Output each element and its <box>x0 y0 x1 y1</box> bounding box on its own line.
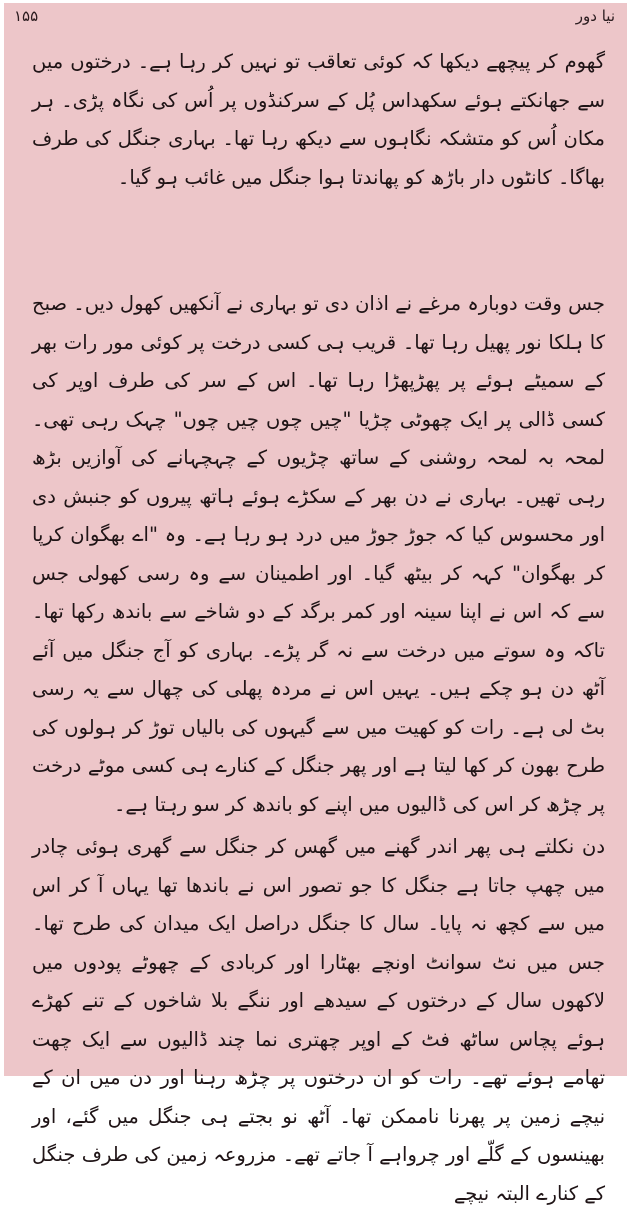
running-title: نیا دور <box>575 7 615 25</box>
paragraph-3: دن نکلتے ہی پھر اندر گھنے میں گھس کر جنگل سے گھری ہوئی چادر میں چھپ جاتا ہے جنگل کا جو تصور اس نے باندھا تھا یہاں آ کر اس میں سے کچھ نہ پایا۔ سال کا جنگل دراصل ایک میدان کی طرح تھا۔ جس میں نٹ سوانٹ اونچے بھٹارا اور کربادی کے چھوٹے پودوں میں لاکھوں سال کے درختوں کے سیدھے اور ننگے بلا شاخوں کے تنے کھڑے ہوئے پچاس ساٹھ فٹ کے اوپر چھتری نما چند ڈالیوں سے ایک چھت تھامے ہوئے تھے۔ رات کو ان درختوں پر چڑھ رہنا اور دن میں ان کے نیچے زمین پر پھرنا ناممکن تھا۔ آٹھ نو بجتے ہی جنگل میں گئے، اور بھینسوں کے گلّے اور چرواہے آ جاتے تھے۔ مزروعہ زمین کی طرف جنگل کے کنارے البتہ نیچے <box>32 835 605 1205</box>
book-page <box>4 3 627 1205</box>
paragraph-2: جس وقت دوبارہ مرغے نے اذان دی تو بہاری نے آنکھیں کھول دیں۔ صبح کا ہلکا نور پھیل رہا تھا۔ قریب ہی کسی درخت پر کوئی مور رات بھر کے سمیٹے ہوئے پر پھڑپھڑا رہا تھا۔ اس کے سر کی طرف اوپر کی کسی ڈالی پر ایک چھوٹی چڑیا "چیں چوں چیں چوں" چہک رہی تھی۔ لمحہ بہ لمحہ روشنی کے ساتھ چڑیوں کے چہچہانے کی آوازیں بڑھ رہی تھیں۔ بہاری نے دن بھر کے سکڑے ہوئے ہاتھ پیروں کو جنبش دی اور محسوس کیا کہ جوڑ جوڑ میں درد ہو رہا ہے۔ وہ "اے بھگوان کرپا کر بھگوان" کہہ کر بیٹھ گیا۔ اور اطمینان سے وہ رسی کھولی جس سے کہ اس نے اپنا سینہ اور کمر برگد کے دو شاخے سے باندھ رکھا تھا۔ تاکہ وہ سوتے میں درخت سے نہ گر پڑے۔ بہاری کو آج جنگل میں آئے آٹھ دن ہو چکے ہیں۔ یہیں اس نے مردہ پھلی کی چھال سے یہ رسی بٹ لی ہے۔ رات کو کھیت میں سے گیہوں کی بالیاں توڑ کر ہولوں کی طرح بھون کر کھا لیتا ہے اور پھر جنگل کے کنارے ہی کسی موٹے درخت پر چڑھ کر اس کی ڈالیوں میں اپنے کو باندھ کر سو رہتا ہے۔ <box>32 292 605 816</box>
page-header <box>14 5 615 27</box>
page-number: ۱۵۵ <box>14 7 39 25</box>
body-text <box>32 43 605 1205</box>
paragraph-1: گھوم کر پیچھے دیکھا کہ کوئی تعاقب تو نہیں کر رہا ہے۔ درختوں میں سے جھانکتے ہوئے سکھداس پُل کے سرکنڈوں پر اُس کی نگاہ پڑی۔ ہر مکان اُس کو متشکہ نگاہوں سے دیکھ رہا تھا۔ بہاری جنگل کی طرف بھاگا۔ کانٹوں دار باڑھ کو پھاندتا ہوا جنگل میں غائب ہو گیا۔ <box>32 50 605 189</box>
